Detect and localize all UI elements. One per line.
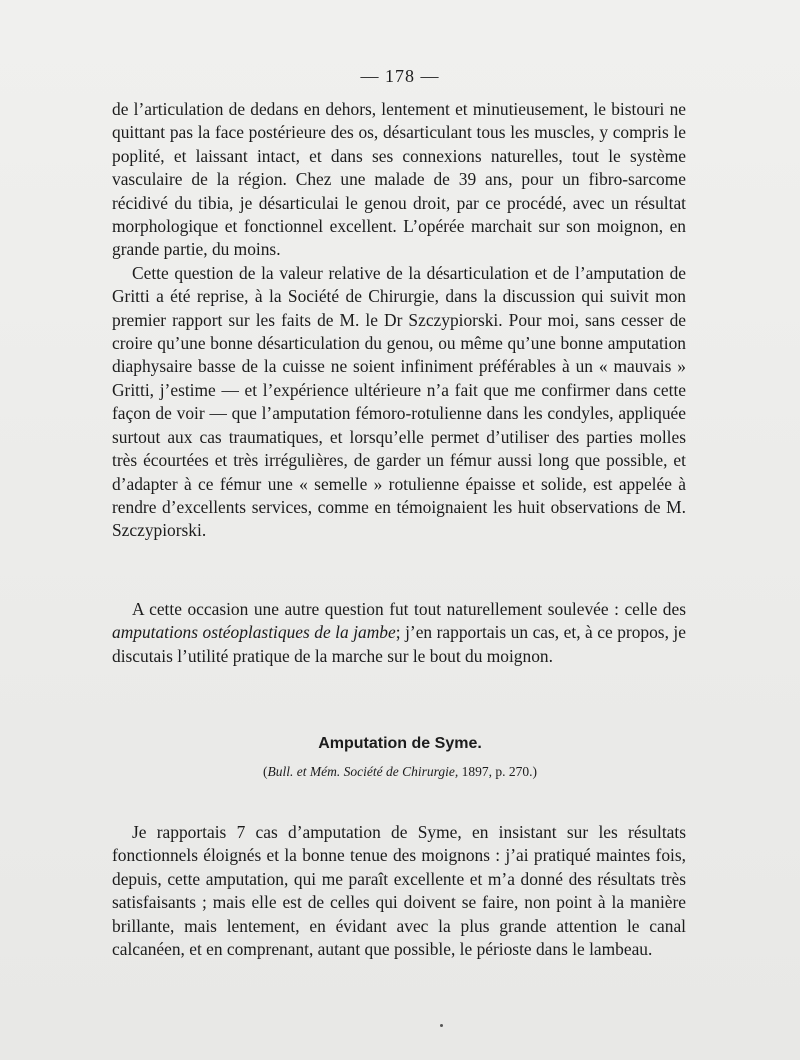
text-block-lower [112,821,686,961]
paragraph-gritti: Cette question de la valeur relative de la désarticulation et de l’amputation de Gritti a été reprise, à la Société de Chirurgie, dans la discussion qui suivit mon premier rapport sur les faits de M. le Dr Szczypiorski. Pour moi, sans cesser de croire qu’une bonne désarticulation du genou, ou même qu’une bonne amputation diaphysaire basse de la cuisse ne soient infiniment préférables à un « mauvais » Gritti, j’estime — et l’expérience ultérieure n’a fait que me confirmer dans cette façon de voir — que l’amputation fémoro-rotulienne dans les condyles, appliquée surtout aux cas traumatiques, et lorsqu’elle permet d’utiliser des parties molles très écourtées et très irrégulières, de garder un fémur aussi long que possible, et d’adapter à ce fémur une « semelle » rotulienne épaisse et solide, est appelée à rendre d’excellents services, comme en témoignaient les huit observations de M. Szczypiorski. [112,262,686,541]
paper-speck [440,1024,443,1027]
paragraph-osteoplastic-before: A cette occasion une autre question fut tout naturellement soulevée : celle des [132,599,686,619]
paragraph-osteoplastic-italic: amputations ostéoplastiques de la jambe [112,622,396,643]
paragraph-osteoplastic [112,598,686,668]
page-number: — 178 — [360,66,440,86]
section-reference-open: ( [263,764,268,779]
text-block-middle [112,598,686,668]
paragraph-syme: Je rapportais 7 cas d’amputation de Syme, en insistant sur les résultats fonctionnels éloignés et la bonne tenue des moignons : j’ai pratiqué maintes fois, depuis, cette amputation, qui me paraît excellente et m’a donné des résultats très satisfaisants ; mais elle est de celles qui doivent se faire, non point à la manière brillante, mais lentement, en évidant avec la plus grande attention le canal calcanéen, et en comprenant, autant que possible, le périoste dans le lambeau. [112,822,686,960]
section-reference-rest: 1897, p. 270.) [458,764,537,779]
paragraph-continued: de l’articulation de dedans en dehors, lentement et minutieusement, le bistouri ne quittant pas la face postérieure des os, désarticulant tous les muscles, y compris le poplité, et laissant intact, et dans ses connexions naturelles, tout le système vasculaire de la région. Chez une malade de 39 ans, pour un fibro-sarcome récidivé du tibia, je désarticulai le genou droit, par ce procédé, avec un résultat morphologique et fonctionnel excellent. L’opérée marchait sur son moignon, en grande partie, du moins. [112,99,686,260]
section-reference [0,764,800,780]
section-reference-journal: Bull. et Mém. Société de Chirurgie, [267,764,459,779]
text-block-upper [112,98,686,543]
section-title: Amputation de Syme. [318,735,482,752]
paragraph-osteoplastic-after: ; j’en rapportais un cas, et, à ce propos, je discutais l’utilité pratique de la marche sur le bout du moignon. [112,622,686,666]
